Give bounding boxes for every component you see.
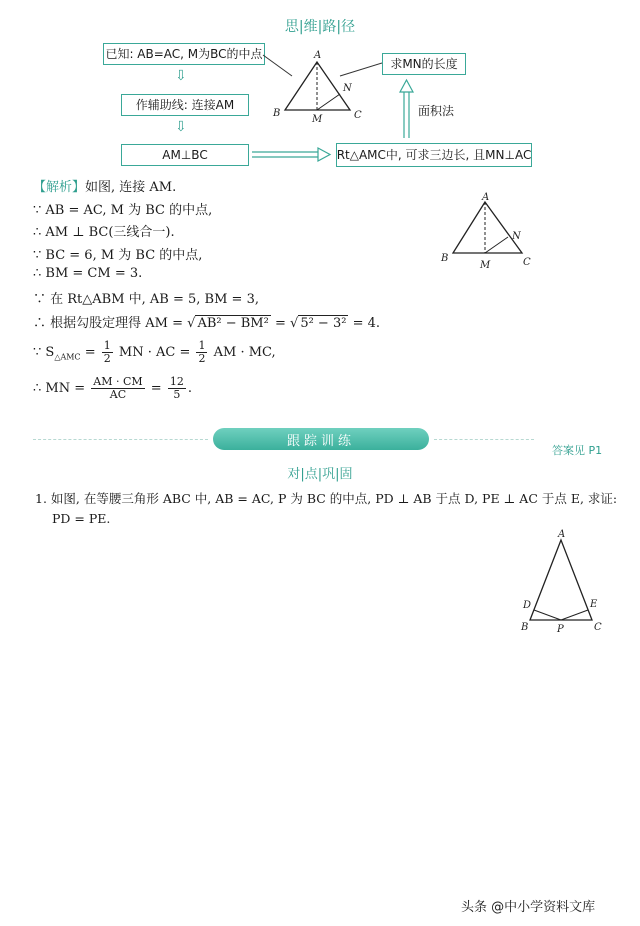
label-n: N	[512, 231, 521, 242]
divider-right	[434, 439, 534, 440]
solution-line-1: 【解析】如图, 连接 AM.	[33, 180, 177, 195]
watermark: 头条 @中小学资料文库	[461, 900, 596, 915]
label-p: P	[557, 624, 564, 635]
sqrt-2: √ 5² − 3²	[290, 316, 347, 331]
solution-line-2: ∵ AB = AC, M 为 BC 的中点,	[33, 203, 213, 218]
answer-reference: 答案见 P1	[552, 444, 603, 457]
analysis-tag: 【解析】	[33, 180, 86, 195]
label-a: A	[482, 192, 490, 203]
label-c: C	[523, 257, 531, 268]
fraction-half: $\frac{1}{2}$	[198, 339, 206, 366]
label-b: B	[441, 253, 449, 264]
solution-line-5: ∴ BM = CM = 3.	[33, 266, 143, 281]
section-subtitle: 对|点|巩|固	[287, 467, 353, 482]
section-banner: 跟踪训练	[213, 428, 429, 450]
solution-line-9: ∴ MN = $\frac{AM \cdot CM}{AC}$ = $\frac{12}{5}$ .	[33, 375, 192, 402]
section-title-thinking: 思|维|路|径	[284, 19, 356, 35]
solution-line-6: ∵ 在 Rt△ABM 中, AB = 5, BM = 3,	[33, 292, 259, 307]
solution-line-4: ∵ BC = 6, M 为 BC 的中点,	[33, 248, 203, 263]
label-c: C	[354, 110, 362, 121]
exercise-line-2: PD = PE.	[52, 511, 111, 526]
fraction-half: $\frac{1}{2}$	[103, 339, 111, 366]
box-goal: 求MN的长度	[382, 53, 466, 75]
solution-line-7: ∴ 根据勾股定理得 AM = √ AB² − BM² = √ 5² − 3² = 4.	[33, 316, 381, 331]
box-aux-line: 作辅助线: 连接AM	[121, 94, 249, 116]
label-m: M	[312, 114, 323, 125]
label-b: B	[521, 622, 529, 633]
fraction-result: $\frac{12}{5}$	[169, 375, 184, 402]
double-arrow-right-icon	[252, 148, 330, 161]
label-b: B	[273, 108, 281, 119]
arrow-down-icon: ⇩	[175, 119, 187, 135]
sqrt-1: √ AB² − BM²	[187, 316, 269, 331]
label-a: A	[558, 529, 566, 540]
double-arrow-up-icon	[400, 80, 413, 138]
label-m: M	[480, 260, 491, 271]
solution-line-8: ∵ $S_{\triangle AMC}$ = $\frac{1}{2}$ MN · AC = $\frac{1}{2}$ AM · MC,	[33, 339, 276, 366]
label-c: C	[594, 622, 602, 633]
triangle-figure-solution	[438, 192, 548, 272]
label-e: E	[590, 599, 598, 610]
box-known: 已知: AB=AC, M为BC的中点	[103, 43, 265, 65]
label-d: D	[523, 600, 532, 611]
divider-left	[33, 439, 208, 440]
box-perpendicular: AM⊥BC	[121, 144, 249, 166]
label-n: N	[343, 83, 352, 94]
box-rt-triangle: Rt△AMC中, 可求三边长, 且MN⊥AC	[336, 143, 532, 167]
triangle-figure-exercise	[514, 526, 614, 638]
triangle-figure-top	[270, 46, 370, 126]
arrow-down-icon: ⇩	[175, 68, 187, 84]
exercise-line-1: 1. 如图, 在等腰三角形 ABC 中, AB = AC, P 为 BC 的中点, PD ⊥ AB 于点 D, PE ⊥ AC 于点 E, 求证:	[35, 491, 618, 506]
fraction-mn: $\frac{AM \cdot CM}{AC}$	[93, 375, 143, 402]
method-label: 面积法	[418, 104, 455, 118]
solution-line-3: ∴ AM ⊥ BC(三线合一).	[33, 225, 175, 240]
label-a: A	[314, 50, 322, 61]
